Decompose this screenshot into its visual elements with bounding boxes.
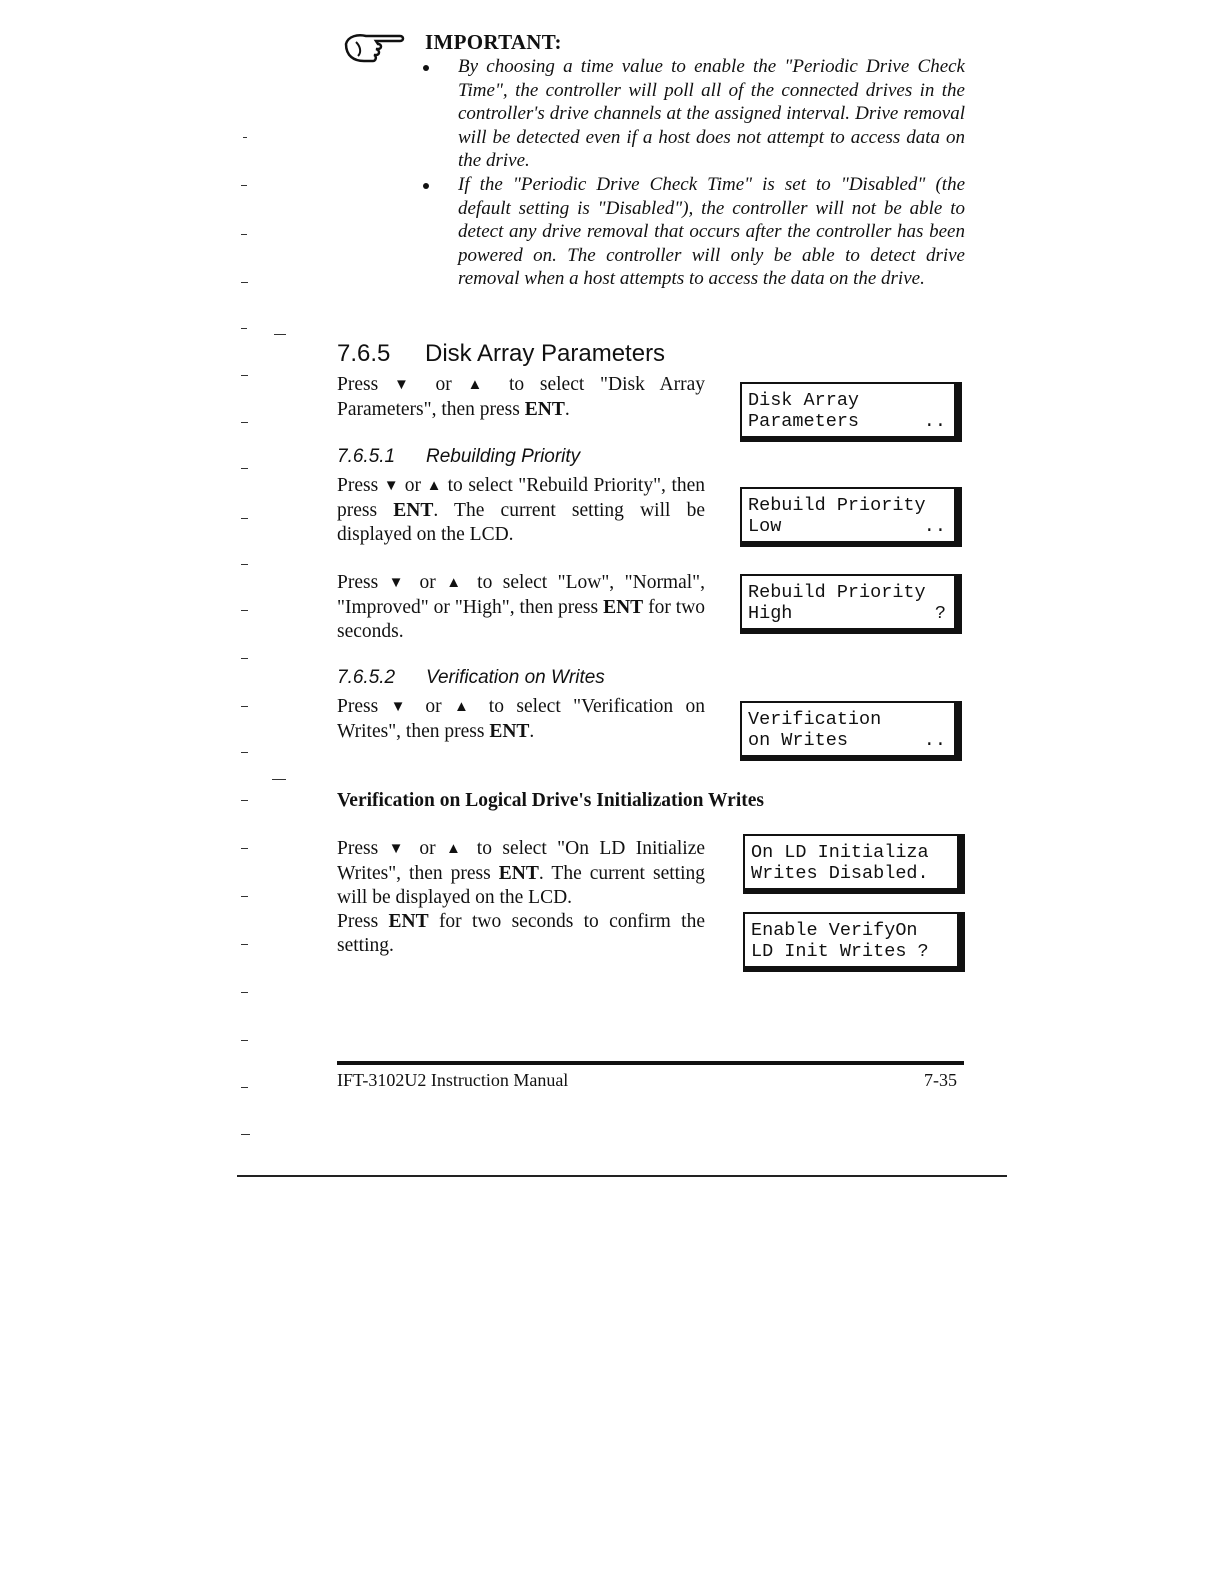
up-arrow-icon: ▲ xyxy=(426,478,443,494)
margin-mark xyxy=(241,564,248,565)
margin-mark xyxy=(274,334,286,335)
margin-mark xyxy=(241,1134,250,1135)
down-arrow-icon: ▼ xyxy=(388,575,410,591)
margin-mark xyxy=(243,137,247,138)
margin-mark xyxy=(241,896,248,897)
footer-page-number: 7-35 xyxy=(924,1070,957,1090)
margin-mark xyxy=(241,1087,248,1088)
pointing-hand-icon xyxy=(342,28,406,68)
margin-mark xyxy=(241,944,248,945)
margin-mark xyxy=(241,185,247,186)
up-arrow-icon: ▲ xyxy=(454,699,477,715)
ld-init-writes-heading: Verification on Logical Drive's Initialization Writes xyxy=(337,790,764,811)
lcd-rebuild-priority-high: Rebuild Priority High ? xyxy=(740,574,962,634)
up-arrow-icon: ▲ xyxy=(446,841,467,857)
margin-mark xyxy=(241,706,248,707)
verification-instruction: Press ▼ or ▲ to select "Verification on Writes", then press ENT. xyxy=(337,696,706,742)
important-bullet: By choosing a time value to enable the "Periodic Drive Check Time", the controller will poll all of the connected drives in the controller's drive channels at the assigned interval. Drive removal will be detected even if a host does not attempt to access data on the drive. xyxy=(420,55,965,173)
subsection-rebuilding-priority: 7.6.5.1 Rebuilding Priority xyxy=(337,446,581,467)
margin-mark xyxy=(241,800,248,801)
margin-mark xyxy=(241,752,248,753)
up-arrow-icon: ▲ xyxy=(467,377,494,393)
margin-mark xyxy=(241,468,248,469)
margin-mark xyxy=(241,328,247,329)
lcd-enable-verify-on-ld-init: Enable VerifyOn LD Init Writes ? xyxy=(743,912,965,972)
footer-rule xyxy=(337,1061,964,1065)
margin-mark xyxy=(241,234,247,235)
important-bullet: If the "Periodic Drive Check Time" is set to "Disabled" (the default setting is "Disabled"), the controller will not be able to detect any drive removal that occurs after the controller has been powered on. The controller will only be able to detect drive removal when a host attempts to access the data on the drive. xyxy=(420,173,965,291)
margin-mark xyxy=(241,848,248,849)
margin-mark xyxy=(272,779,286,780)
important-title: IMPORTANT: xyxy=(425,30,562,54)
margin-mark xyxy=(241,518,248,519)
margin-mark xyxy=(241,375,248,376)
down-arrow-icon: ▼ xyxy=(388,841,409,857)
down-arrow-icon: ▼ xyxy=(393,377,420,393)
lcd-disk-array-parameters: Disk Array Parameters .. xyxy=(740,382,962,442)
down-arrow-icon: ▼ xyxy=(390,699,413,715)
margin-mark xyxy=(241,992,248,993)
up-arrow-icon: ▲ xyxy=(446,575,467,591)
margin-mark xyxy=(241,610,248,611)
lcd-on-ld-initialize-writes: On LD Initializa Writes Disabled. xyxy=(743,834,965,894)
section-title: Disk Array Parameters xyxy=(425,340,666,367)
bullet-dot-icon xyxy=(423,65,429,71)
rebuild-priority-instruction: Press ▼ or ▲ to select "Rebuild Priority", then press ENT. The current setting will be displayed on the LCD. xyxy=(337,475,706,545)
margin-mark xyxy=(241,1040,248,1041)
ld-init-writes-instruction: Press ▼ or ▲ to select "On LD Initialize Writes", then press ENT. The current setting will be displayed on the LCD. xyxy=(337,838,706,908)
section-number: 7.6.5 xyxy=(337,340,391,367)
important-bullet-list xyxy=(420,55,965,291)
rebuild-priority-select-instruction: Press ▼ or ▲ to select "Low", "Normal", "Improved" or "High", then press ENT for two seconds. xyxy=(337,572,706,642)
margin-mark xyxy=(241,422,248,423)
lcd-verification-on-writes: Verification on Writes .. xyxy=(740,701,962,761)
margin-mark xyxy=(241,658,248,659)
bullet-dot-icon xyxy=(423,183,429,189)
down-arrow-icon: ▼ xyxy=(383,478,400,494)
page-bottom-rule xyxy=(237,1175,1007,1177)
subsection-verification-on-writes: 7.6.5.2 Verification on Writes xyxy=(337,667,605,688)
disk-array-instruction: Press ▼ or ▲ to select "Disk Array Parameters", then press ENT. xyxy=(337,374,705,420)
footer-manual-title: IFT-3102U2 Instruction Manual xyxy=(337,1070,569,1090)
margin-mark xyxy=(241,282,248,283)
ld-init-writes-confirm: Press ENT for two seconds to confirm the setting. xyxy=(337,911,705,956)
lcd-rebuild-priority-low: Rebuild Priority Low .. xyxy=(740,487,962,547)
